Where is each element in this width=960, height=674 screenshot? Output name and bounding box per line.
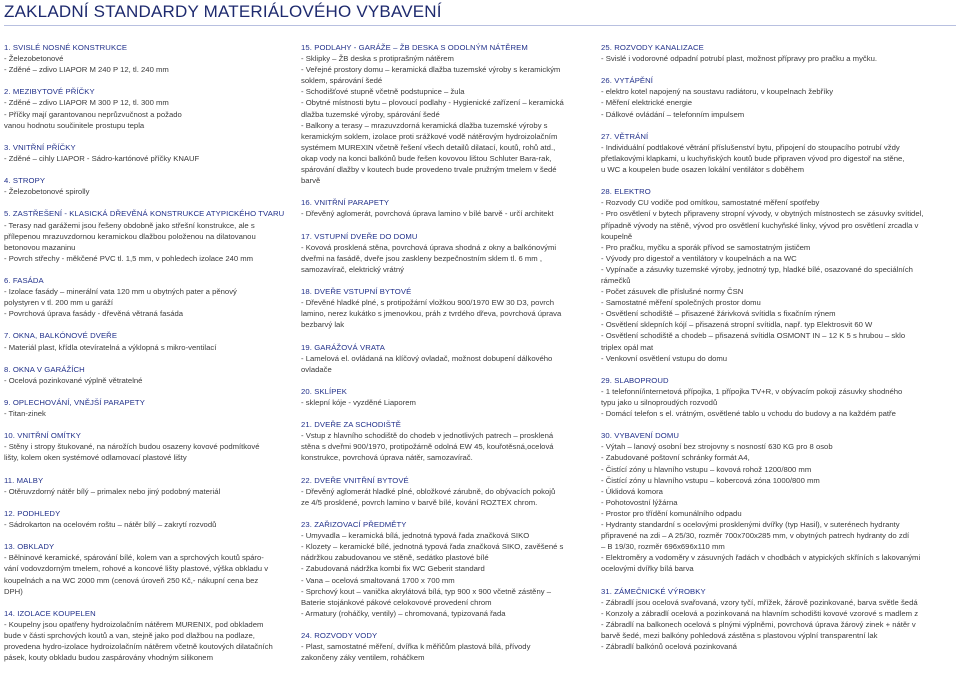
spec-line: samozavírač, elektrický vrátný [301, 264, 404, 274]
section-heading: 30. VYBAVENÍ DOMU [601, 431, 680, 441]
spec-section [4, 86, 300, 130]
spec-line: lišty, kolem oken systémové odlamovací plastové lišty [4, 453, 187, 463]
spec-line: - Sklipky – ŽB deska s protiprašným nátěrem [301, 54, 454, 64]
section-heading: 27. VĚTRÁNÍ [601, 131, 649, 141]
spec-line: - Vstup z hlavního schodiště do chodeb v jednotlivých patrech – prosklená [301, 431, 554, 441]
spec-line: - Terasy nad garážemi jsou řešeny obdobně jako střešní konstrukce, ale s [4, 220, 255, 230]
section-heading: 10. VNITŘNÍ OMÍTKY [4, 431, 81, 441]
section-heading: 15. PODLAHY - GARÁŽE – ŽB DESKA S ODOLNÝM NÁTĚREM [301, 43, 528, 52]
spec-line: ze 4/5 prosklené, povrch lamino v barvě bílé, kování ROZTEX chrom. [301, 497, 538, 507]
spec-line: vání vodovzdorným tmelem, rohové a koncové lišty plastové, výška obkladu v [4, 564, 269, 574]
spec-line: polystyren v tl. 200 mm u garáží [4, 298, 113, 308]
section-heading: 1. SVISLÉ NOSNÉ KONSTRUKCE [4, 43, 128, 52]
spec-line: - elektro kotel napojený na soustavu radiátoru, v koupelnach žebříky [601, 87, 834, 97]
spec-line: - Vývody pro digestoř a ventilátory v koupelnách a na WC [601, 253, 797, 263]
spec-line: - Dřevěný aglomerát, povrchová úprava lamino v bílé barvě - určí architekt [301, 209, 554, 219]
spec-line: soklem, spárování šedé [301, 76, 383, 86]
spec-line: - Pro osvětlení v bytech připraveny stropní vývody, v obytných místnostech se zásuvky svítidel, [601, 209, 924, 219]
section-heading: 31. ZÁMEČNICKÉ VÝROBKY [601, 586, 706, 596]
spec-line: ovladače [301, 364, 332, 374]
section-heading: 29. SLABOPROUD [601, 375, 669, 385]
spec-line: - Materiál plast, křídla otevíratelná a výklopná s mikro-ventilací [4, 342, 217, 352]
spec-section [301, 286, 602, 330]
spec-line: dveřmi na fasádě, dveře jsou zaskleny bezpečnostním sklem tl. 6 mm , [301, 253, 542, 263]
spec-line: - Úklidová komora [601, 486, 663, 496]
spec-line: - Izolace fasády – minerální vata 120 mm u obytných pater a pěnový [4, 287, 237, 297]
section-heading: 23. ZAŘIZOVACÍ PŘEDMĚTY [301, 520, 407, 530]
section-heading: 20. SKLÍPEK [301, 386, 347, 396]
spec-line: koupelně [601, 231, 633, 241]
column-right [601, 42, 957, 663]
section-heading: 24. ROZVODY VODY [301, 630, 378, 640]
spec-section [301, 197, 602, 219]
spec-line: dlažba tuzemské výroby, spárování šedé [301, 109, 440, 119]
spec-section [301, 342, 602, 375]
spec-line: okap vody na konci balkónů bude řešen kovovou lištou Schluter Bara-rak, [301, 153, 552, 163]
spec-line: - Obytné místnosti bytu – plovoucí podlahy - Hygienické zařízení – keramická [301, 98, 564, 108]
section-heading: 5. ZASTŘEŠENÍ - KLASICKÁ DŘEVĚNÁ KONSTRUKCE ATYPICKÉHO TVARU [4, 209, 285, 219]
spec-section [4, 608, 300, 663]
spec-line: DPH) [4, 586, 23, 596]
spec-line: připravené na zdi – A 25/30, rozměr 700x700x285 mm, v obytných patrech hydranty do zdí [601, 531, 910, 541]
spec-line: - Kovová prosklená stěna, povrchová úprava shodná z okny a balkónovými [301, 242, 557, 252]
spec-section [601, 430, 957, 574]
spec-line: bezbarvý lak [301, 320, 345, 330]
spec-line: rámečků [601, 275, 631, 285]
spec-section [4, 175, 300, 197]
spec-line: - Klozety – keramické bílé, jednotná typová řada značková SIKO, zavěšené s [301, 542, 564, 552]
column-left [4, 42, 300, 674]
spec-line: - Individuální podtlakové větrání příslušenství bytu, připojení do stoupacího potrubí vždy [601, 142, 900, 152]
section-heading: 7. OKNA, BALKÓNOVÉ DVEŘE [4, 331, 118, 341]
spec-line: - Počet zásuvek dle příslušné normy ČSN [601, 287, 744, 297]
spec-section [601, 75, 957, 119]
spec-line: - sklepní kóje - vyzděné Liaporem [301, 398, 416, 407]
spec-section [4, 397, 300, 419]
spec-line: - Zabudované poštovní schránky formát A4, [601, 453, 750, 463]
spec-section [301, 519, 602, 619]
spec-section [4, 508, 300, 530]
spec-line: - Prostor pro třídění komunálního odpadu [601, 508, 742, 518]
spec-line: – B 19/30, rozměr 696x696x110 mm [601, 542, 725, 552]
spec-section [4, 42, 300, 75]
page-title: ZAKLADNÍ STANDARDY MATERIÁLOVÉHO VYBAVENÍ [4, 2, 956, 26]
section-heading: 3. VNITŘNÍ PŘÍČKY [4, 142, 76, 152]
spec-line: - Osvětlení sklepních kójí – přisazená stropní svítidla, např. typ Elektrosvit 60 W [601, 320, 873, 330]
spec-line: - Otěruvzdorný nátěr bílý – primalex nebo jiný podobný materiál [4, 486, 221, 496]
spec-section [301, 231, 602, 275]
spec-section [601, 42, 957, 64]
spec-line: barvě šedé, mezi balkóny pohledová zástěna s plastovou výplní transparentní lak [601, 630, 878, 640]
spec-line: konstrukce, povrchová úprava nátěr, samozavírač. [301, 453, 473, 463]
spec-line: - Zábradlí na balkonech ocelová s plnými výplněmi, povrchová úprava žárový zinek + nátěr v [601, 619, 916, 629]
spec-line: - Železobetonové spirolly [4, 187, 90, 197]
spec-line: pásek, kouty obkladu budou zaspárovány vhodným silikonem [4, 653, 213, 663]
spec-line: - Venkovní osvětlení vstupu do domu [601, 353, 728, 363]
section-heading: 12. PODHLEDY [4, 508, 61, 518]
spec-line: - Koupelny jsou opatřeny hydroizolačním nátěrem MURENIX, pod obkladem [4, 619, 264, 629]
spec-section [301, 42, 602, 186]
spec-line: přílepenou mrazuvzdornou keramickou dlažbou položenou na dilatovanou [4, 231, 256, 241]
spec-line: - Elektroměry a vodoměry v zásuvných řadách v chodbách v atypických skříních s lakovanými [601, 553, 921, 563]
spec-line: - Dřevěné hladké plné, s protipožární vložkou 900/1970 EW 30 D3, povrch [301, 298, 554, 308]
column-middle [301, 42, 602, 674]
spec-line: keramickým soklem, izolace proti srážkové vodě nátěrovým hydroizolačním [301, 131, 558, 141]
spec-line: - Schodišťové stupně včetně podstupnice – žula [301, 87, 465, 97]
spec-line: přetlakovými klapkami, u kuchyňských koutů bude připraven vývod pro digestoř na stěne, [601, 153, 905, 163]
spec-line: - Sádrokarton na ocelovém roštu – nátěr bílý – zakrytí rozvodů [4, 520, 217, 530]
spec-line: - Bělninové keramické, spárování bílé, kolem van a sprchových koutů spáro- [4, 553, 264, 563]
section-heading: 14. IZOLACE KOUPELEN [4, 608, 96, 618]
spec-section [301, 419, 602, 463]
spec-line: - Vypínače a zásuvky tuzemské výroby, jednotný typ, hladké bílé, osazované do speciálních [601, 264, 913, 274]
section-heading: 22. DVEŘE VNITŘNÍ BYTOVÉ [301, 475, 409, 485]
spec-line: - Lamelová el. ovládaná na klíčový ovladač, možnost dobupení dálkového [301, 353, 553, 363]
spec-line: barvě [301, 176, 321, 186]
spec-line: - Samostatné měření společných prostor domu [601, 298, 761, 308]
spec-line: - Konzoly a zábradlí ocelová a pozinkovaná na hlavním schodišti kovové vzorové s madlem z [601, 608, 919, 618]
section-heading: 2. MEZIBYTOVÉ PŘÍČKY [4, 87, 95, 97]
spec-line: ocelovými dvířky bílá barva [601, 564, 694, 574]
spec-line: - Domácí telefon s el. vrátným, osvětlené tablo u vchodu do budovy a na každém patře [601, 409, 896, 419]
spec-line: lamino, nerez kukátko s jmenovkou, práh z tvrdého dřeva, povrchová úprava [301, 309, 562, 319]
spec-section [601, 375, 957, 419]
spec-section [4, 208, 300, 263]
spec-line: - Zábradlí balkónů ocelová pozinkovaná [601, 642, 737, 652]
spec-line: - Ocelová pozinkované výplně větratelné [4, 375, 143, 385]
spec-line: - Zděné – cihly LIAPOR - Sádro-kartónové příčky KNAUF [4, 153, 200, 163]
spec-line: - Armatury (roháčky, ventily) – chromovaná, typizovaná řada [301, 608, 506, 618]
spec-line: typu jako u silnoproudých rozvodů [601, 398, 718, 407]
spec-line: vanou hodnotu součinitele prostupu tepla [4, 120, 145, 130]
spec-section [4, 541, 300, 596]
section-heading: 28. ELEKTRO [601, 187, 651, 197]
spec-line: - Dřevěný aglomerát hladké plné, obložkové zárubně, do obývacích pokojů [301, 486, 556, 496]
spec-section [4, 142, 300, 164]
spec-section [601, 586, 957, 653]
spec-line: - Titan-zinek [4, 409, 46, 419]
spec-section [4, 364, 300, 386]
spec-line: - Osvětlení schodiště a chodeb – přisazená svítidla OSMONT IN – 12 K 5 s hrubou – sklo [601, 331, 906, 341]
spec-line: - Povrch střechy - měkčené PVC tl. 1,5 mm, v pohledech izolace 240 mm [4, 253, 254, 263]
spec-line: u WC a koupelen bude osazen lokální ventilátor s doběhem [601, 165, 804, 175]
spec-section [601, 186, 957, 364]
spec-line: Baterie stojánkové pákové celokovové provedení chrom [301, 597, 492, 607]
spec-line: - Dálkové ovládání – telefonním impulsem [601, 109, 745, 119]
section-heading: 13. OBKLADY [4, 542, 55, 552]
spec-line: - Veřejné prostory domu – keramická dlažba tuzemské výroby s keramickým [301, 65, 561, 75]
spec-line: - Vana – ocelová smaltovaná 1700 x 700 mm [301, 575, 455, 585]
spec-line: - Osvětlení schodiště – přisazené žárivková svítidla s fixačním rýnem [601, 309, 836, 319]
spec-line: - Čistící zóny u hlavního vstupu – kobercová zóna 1000/800 mm [601, 475, 820, 485]
spec-line: zakončeny záky ventilem, roháčkem [301, 653, 425, 663]
spec-line: - Železobetonové [4, 54, 64, 64]
spec-line: bude v části sprchových koutů a van, stejně jako pod dlažbou na podlaze, [4, 630, 255, 640]
section-heading: 16. VNITŘNÍ PARAPETY [301, 198, 390, 208]
spec-line: koupelnách a na WC 2000 mm (cenová úroveň 250 Kč,- nákupní cena bez [4, 575, 259, 585]
spec-line: - Příčky mají garantovanou neprůzvučnost a požado [4, 109, 182, 119]
spec-line: - Zábradlí jsou ocelová svařovaná, vzory tyčí, mřížek, žárově pozinkované, barva světle šedá [601, 597, 918, 607]
spec-line: - Balkony a terasy – mrazuvzdorná keramická dlažba tuzemské výroby s [301, 120, 548, 130]
spec-section [301, 630, 602, 663]
spec-line: - Pro pračku, myčku a sporák přívod se samostatným jističem [601, 242, 811, 252]
spec-line: - 1 telefonní/internetová přípojka, 1 přípojka TV+R, v obývacím pokoji zásuvky shodného [601, 386, 903, 396]
spec-section [301, 475, 602, 508]
spec-line: - Hydranty standardní s ocelovými prosklenými dvířky (typ Hasil), v suterénech hydranty [601, 520, 900, 530]
section-heading: 8. OKNA V GARÁŽÍCH [4, 364, 85, 374]
spec-line: systémem MUREXIN včetně řešení všech detailů dilatací, koutů, rohů atd., [301, 142, 556, 152]
spec-line: nádržkou zabudovanou ve stěně, sedátko plastové bílé [301, 553, 489, 563]
spec-line: - Povrchová úprava fasády - dřevěná větraná fasáda [4, 309, 184, 319]
section-heading: 21. DVEŘE ZA SCHODIŠTĚ [301, 420, 402, 430]
spec-line: - Zděné – zdivo LIAPOR M 240 P 12, tl. 240 mm [4, 65, 169, 75]
section-heading: 4. STROPY [4, 176, 46, 186]
spec-line: triplex opál mat [601, 342, 654, 352]
spec-line: spárování dlažby v koutech bude provedeno trvale pružným tmelem v šedé [301, 165, 557, 175]
spec-line: - Stěny i stropy štukované, na nárožích budou osazeny kovové podmítkové [4, 442, 260, 452]
section-heading: 11. MALBY [4, 475, 44, 485]
spec-section [4, 430, 300, 463]
spec-section [4, 475, 300, 497]
spec-section [4, 330, 300, 352]
spec-line: - Zděné – zdivo LIAPOR M 300 P 12, tl. 300 mm [4, 98, 169, 108]
spec-line: - Zabudovaná nádržka kombi fix WC Geberit standard [301, 564, 485, 574]
spec-line: stěna s dveřmi 900/1970, protipožárně odolná EW 45, kouřotěsná,ocelová [301, 442, 554, 452]
spec-line: - Plast, samostatné měření, dvířka k měřičům plastová bílá, přívody [301, 642, 531, 652]
spec-line: - Pohotovostní lýžárna [601, 497, 678, 507]
section-heading: 6. FASÁDA [4, 275, 44, 285]
spec-line: - Rozvody CU vodiče pod omítkou, samostatné měření spotřeby [601, 198, 820, 208]
spec-line: - Měření elektrické energie [601, 98, 693, 108]
section-heading: 19. GARÁŽOVÁ VRATA [301, 342, 385, 352]
section-heading: 25. ROZVODY KANALIZACE [601, 43, 704, 52]
spec-section [4, 275, 300, 319]
section-heading: 9. OPLECHOVÁNÍ, VNĚJŠÍ PARAPETY [4, 398, 145, 407]
spec-section [301, 386, 602, 408]
section-heading: 18. DVEŘE VSTUPNÍ BYTOVÉ [301, 287, 412, 297]
spec-line: - Výtah – lanový osobní bez strojovny s nosností 630 KG pro 8 osob [601, 442, 833, 452]
spec-line: případně vývody na stěně, vývod pro osvětlení kuchyňské linky, vývod pro osvětlení zrcadla v [601, 220, 919, 230]
spec-line: betonovou mazaninu [4, 242, 76, 252]
spec-section [601, 131, 957, 175]
section-heading: 26. VYTÁPĚNÍ [601, 76, 654, 86]
spec-line: - Sprchový kout – vanička akrylátová bílá, typ 900 x 900 včetně zástěny – [301, 586, 551, 596]
spec-line: - Umyvadla – keramická bílá, jednotná typová řada značková SIKO [301, 531, 530, 541]
spec-line: provedena hydro-izolace hydroizolačním nátěrem včetně koutových dilatačních [4, 642, 273, 652]
spec-line: - Čistící zóny u hlavního vstupu – kovová rohož 1200/800 mm [601, 464, 812, 474]
section-heading: 17. VSTUPNÍ DVEŘE DO DOMU [301, 231, 418, 241]
spec-line: - Svislé i vodorovné odpadní potrubí plast, možnost přípravy pro pračku a myčku. [601, 54, 878, 64]
